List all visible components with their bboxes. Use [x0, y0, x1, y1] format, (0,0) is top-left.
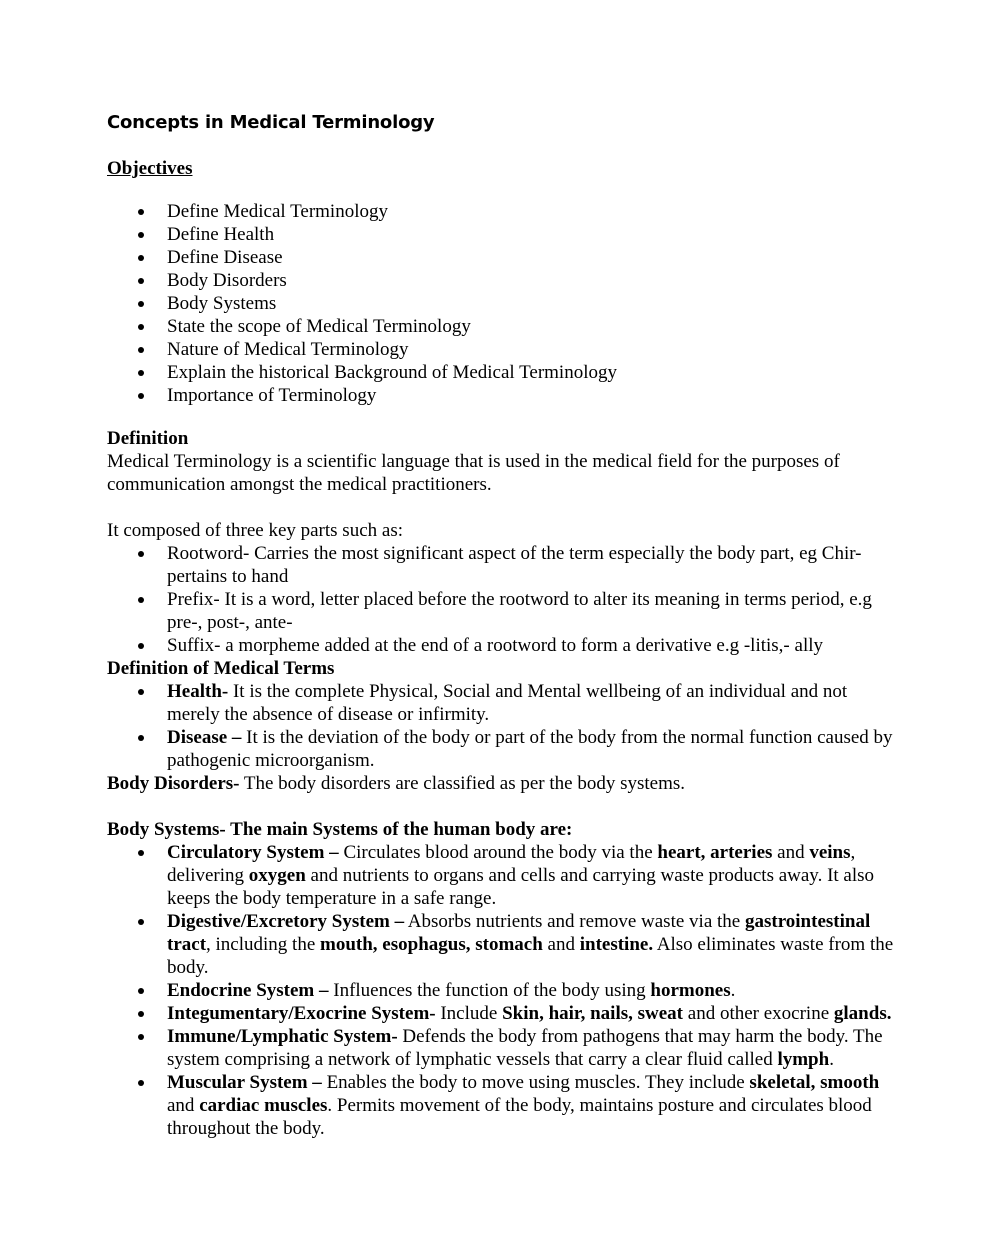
bullet-icon	[138, 232, 144, 238]
parts-list	[107, 542, 897, 657]
objectives-heading: Objectives	[107, 158, 193, 179]
bullet-icon	[138, 1034, 144, 1040]
list-item: Disease – It is the deviation of the body or part of the body from the normal function caused by pathogenic microorganism.	[167, 726, 897, 772]
bullet-icon	[138, 643, 144, 649]
bullet-icon	[138, 850, 144, 856]
list-item: Define Disease	[167, 246, 897, 269]
list-item: Define Medical Terminology	[167, 200, 897, 223]
bullet-icon	[138, 919, 144, 925]
list-item: State the scope of Medical Terminology	[167, 315, 897, 338]
list-item: Explain the historical Background of Medical Terminology	[167, 361, 897, 384]
bullet-icon	[138, 393, 144, 399]
bullet-icon	[138, 278, 144, 284]
parts-intro: It composed of three key parts such as:	[107, 520, 403, 541]
bullet-icon	[138, 209, 144, 215]
body-systems-heading: Body Systems- The main Systems of the human body are:	[107, 819, 573, 840]
list-item: Suffix- a morpheme added at the end of a rootword to form a derivative e.g -litis,- ally	[167, 634, 897, 657]
term-health: Health-	[167, 681, 229, 702]
list-item: Digestive/Excretory System – Absorbs nutrients and remove waste via the gastrointestinal tract, including the mouth, esophagus, stomach and intestine. Also eliminates waste from the body.	[167, 910, 897, 979]
list-item: Health- It is the complete Physical, Social and Mental wellbeing of an individual and not merely the absence of disease or infirmity.	[167, 680, 897, 726]
list-item: Body Disorders	[167, 269, 897, 292]
document-page	[107, 110, 897, 1140]
medical-terms-heading: Definition of Medical Terms	[107, 658, 335, 679]
list-item: Nature of Medical Terminology	[167, 338, 897, 361]
list-item: Body Systems	[167, 292, 897, 315]
bullet-icon	[138, 735, 144, 741]
body-systems-list	[107, 841, 897, 1140]
bullet-icon	[138, 597, 144, 603]
bullet-icon	[138, 689, 144, 695]
medical-terms-list	[107, 680, 897, 772]
list-item: Circulatory System – Circulates blood around the body via the heart, arteries and veins, delivering oxygen and nutrients to organs and cells and carrying waste products away. It also keeps the body temperature in a safe range.	[167, 841, 897, 910]
list-item: Define Health	[167, 223, 897, 246]
bullet-icon	[138, 324, 144, 330]
term-disease: Disease –	[167, 727, 242, 748]
bullet-icon	[138, 255, 144, 261]
bullet-icon	[138, 347, 144, 353]
list-item: Endocrine System – Influences the function of the body using hormones.	[167, 979, 897, 1002]
objectives-list	[107, 200, 897, 407]
page-title: Concepts in Medical Terminology	[107, 112, 435, 133]
list-item: Integumentary/Exocrine System- Include Skin, hair, nails, sweat and other exocrine glands.	[167, 1002, 897, 1025]
definition-heading: Definition	[107, 428, 189, 449]
body-disorders-paragraph: Body Disorders- The body disorders are classified as per the body systems.	[107, 773, 686, 794]
bullet-icon	[138, 551, 144, 557]
definition-text: Medical Terminology is a scientific language that is used in the medical field for the purposes of communication amongst the medical practitioners.	[107, 451, 840, 495]
bullet-icon	[138, 370, 144, 376]
list-item: Importance of Terminology	[167, 384, 897, 407]
list-item: Prefix- It is a word, letter placed before the rootword to alter its meaning in terms period, e.g pre-, post-, ante-	[167, 588, 897, 634]
list-item: Muscular System – Enables the body to move using muscles. They include skeletal, smooth and cardiac muscles. Permits movement of the body, maintains posture and circulates blood throughout the body.	[167, 1071, 897, 1140]
bullet-icon	[138, 1011, 144, 1017]
bullet-icon	[138, 1080, 144, 1086]
bullet-icon	[138, 988, 144, 994]
bullet-icon	[138, 301, 144, 307]
list-item: Immune/Lymphatic System- Defends the body from pathogens that may harm the body. The system comprising a network of lymphatic vessels that carry a clear fluid called lymph.	[167, 1025, 897, 1071]
list-item: Rootword- Carries the most significant aspect of the term especially the body part, eg Chir- pertains to hand	[167, 542, 897, 588]
